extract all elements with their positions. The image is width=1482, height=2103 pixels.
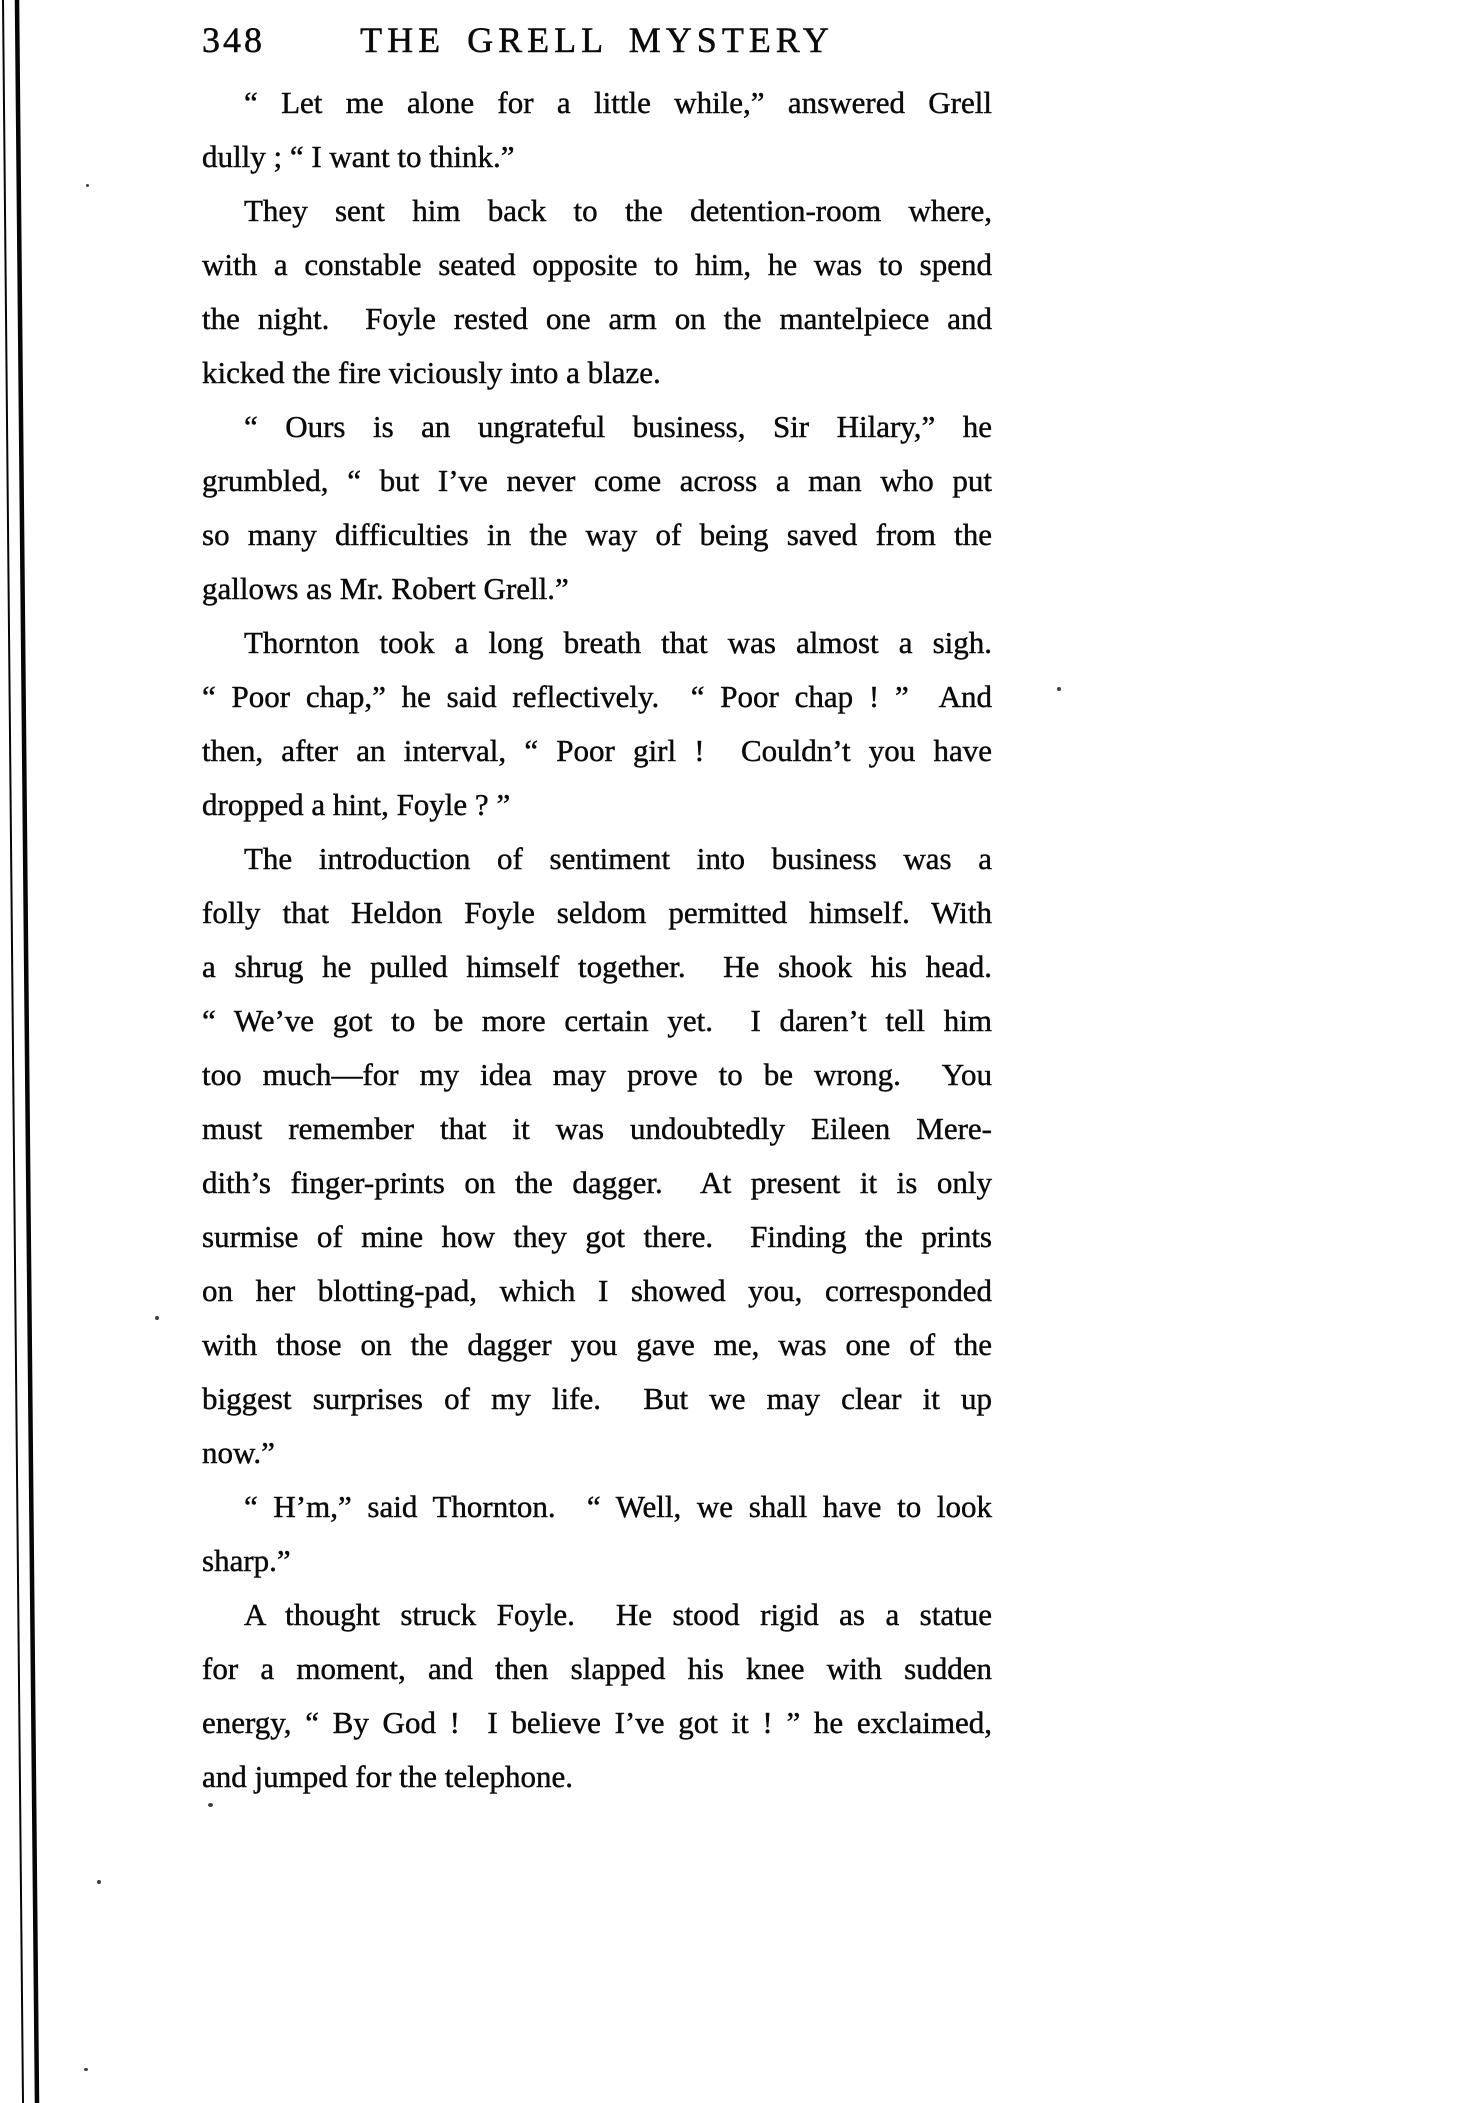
text-line: on her blotting-pad, which I showed you, corresponded	[202, 1273, 992, 1308]
text-line: dith’s finger-prints on the dagger. At present it is only	[202, 1165, 992, 1200]
ink-speck	[208, 1803, 213, 1807]
paragraph	[202, 832, 992, 1480]
text-line: “ Poor chap,” he said reflectively. “ Poor chap ! ” And	[202, 679, 992, 714]
text-line: dropped a hint, Foyle ? ”	[202, 787, 511, 822]
ink-speck	[86, 184, 89, 187]
text-line: now.”	[202, 1435, 275, 1470]
text-line: grumbled, “ but I’ve never come across a man who put	[202, 463, 992, 498]
text-line: must remember that it was undoubtedly Eileen Mere-	[202, 1111, 992, 1146]
binding-line-icon	[0, 0, 60, 2103]
text-line: The introduction of sentiment into business was a	[244, 841, 992, 876]
page-header	[202, 18, 992, 66]
paragraph	[202, 76, 992, 184]
ink-speck	[155, 1316, 159, 1320]
text-line: with a constable seated opposite to him, he was to spend	[202, 247, 992, 282]
text-line: too much—for my idea may prove to be wrong. You	[202, 1057, 992, 1092]
text-line: with those on the dagger you gave me, was one of the	[202, 1327, 992, 1362]
ink-speck	[97, 1880, 101, 1884]
text-line: sharp.”	[202, 1543, 291, 1578]
paragraph	[202, 1480, 992, 1588]
text-line: the night. Foyle rested one arm on the mantelpiece and	[202, 301, 992, 336]
text-line: a shrug he pulled himself together. He shook his head.	[202, 949, 992, 984]
text-line: “ Ours is an ungrateful business, Sir Hilary,” he	[244, 409, 992, 444]
text-line: gallows as Mr. Robert Grell.”	[202, 571, 569, 606]
text-line: biggest surprises of my life. But we may clear it up	[202, 1381, 992, 1416]
paragraph	[202, 616, 992, 832]
paragraph	[202, 1588, 992, 1804]
text-line: surmise of mine how they got there. Finding the prints	[202, 1219, 992, 1254]
text-block	[202, 76, 992, 1804]
text-line: Thornton took a long breath that was almost a sigh.	[244, 625, 992, 660]
text-line: “ We’ve got to be more certain yet. I daren’t tell him	[202, 1003, 992, 1038]
text-line: “ Let me alone for a little while,” answered Grell	[244, 85, 992, 120]
text-line: so many difficulties in the way of being saved from the	[202, 517, 992, 552]
page-number: 348	[202, 20, 265, 60]
running-title: THE GRELL MYSTERY	[360, 20, 834, 60]
text-line: kicked the fire viciously into a blaze.	[202, 355, 661, 390]
text-line: then, after an interval, “ Poor girl ! Couldn’t you have	[202, 733, 992, 768]
paragraph	[202, 400, 992, 616]
paragraph	[202, 184, 992, 400]
text-line: folly that Heldon Foyle seldom permitted himself. With	[202, 895, 992, 930]
text-line: for a moment, and then slapped his knee with sudden	[202, 1651, 992, 1686]
text-line: They sent him back to the detention-room where,	[244, 193, 992, 228]
text-line: energy, “ By God ! I believe I’ve got it ! ” he exclaimed,	[202, 1705, 992, 1740]
text-line: and jumped for the telephone.	[202, 1759, 574, 1794]
text-line: A thought struck Foyle. He stood rigid as a statue	[244, 1597, 992, 1632]
ink-speck	[84, 2068, 88, 2071]
text-line: dully ; “ I want to think.”	[202, 139, 515, 174]
text-line: “ H’m,” said Thornton. “ Well, we shall have to look	[244, 1489, 992, 1524]
ink-speck	[1057, 687, 1061, 691]
